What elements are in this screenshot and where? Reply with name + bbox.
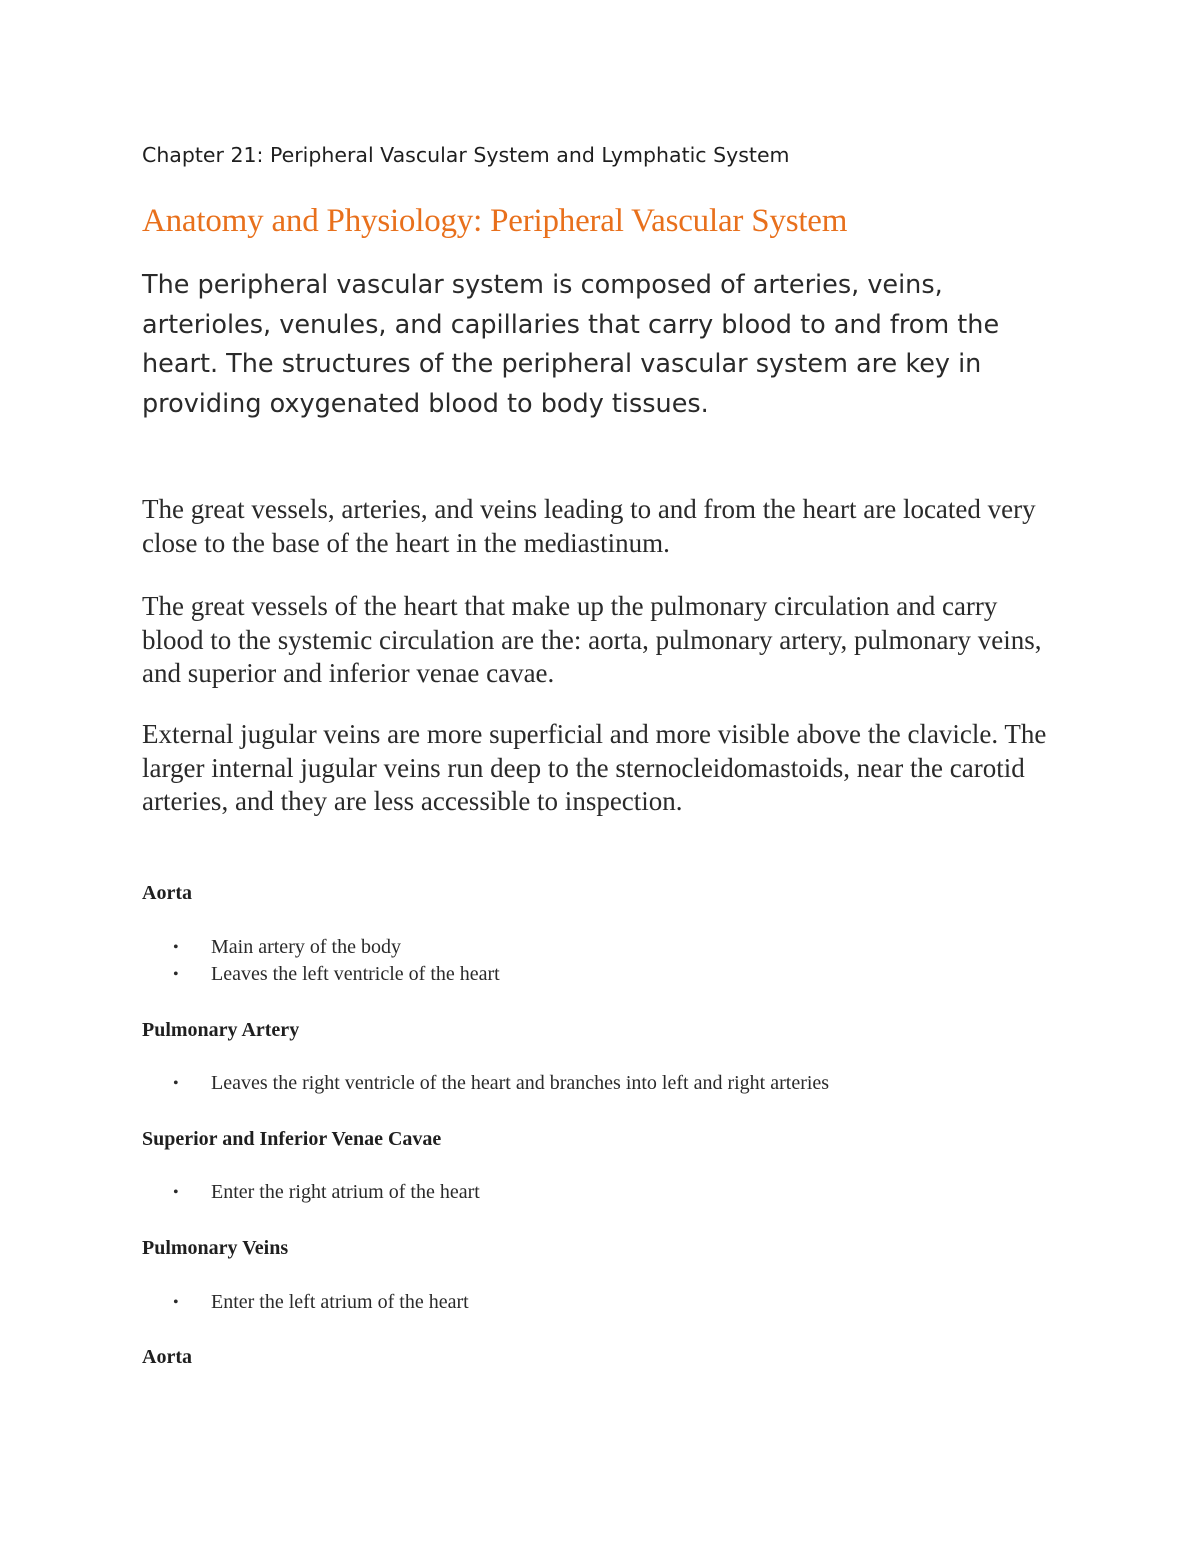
- paragraph-great-vessels-list: The great vessels of the heart that make up the pulmonary circulation and carry blood to the systemic circulation are the: aorta, pulmonary artery, pulmonary veins, and superior and inferior venae cavae.: [142, 591, 1042, 688]
- bullet-list-venae-cavae: [142, 1179, 480, 1206]
- bullet-icon: •: [173, 1075, 179, 1092]
- bullet-list-pulmonary-veins: [142, 1289, 469, 1316]
- paragraph-jugular-veins: External jugular veins are more superficial and more visible above the clavicle. The larger internal jugular veins run deep to the sternocleidomastoids, near the carotid arteries, and they are less accessible to inspection.: [142, 719, 1047, 816]
- term-heading-aorta: Aorta: [142, 882, 192, 904]
- chapter-title: Chapter 21: Peripheral Vascular System and Lymphatic System: [142, 143, 790, 167]
- bullet-icon: •: [173, 1184, 179, 1201]
- list-item-text: Main artery of the body: [211, 936, 401, 958]
- term-heading-pulmonary-veins: Pulmonary Veins: [142, 1237, 289, 1259]
- bullet-list-aorta: [142, 934, 500, 988]
- term-heading-aorta-2: Aorta: [142, 1346, 192, 1368]
- list-item-text: Leaves the left ventricle of the heart: [211, 963, 500, 985]
- bullet-list-pulmonary-artery: [142, 1070, 829, 1097]
- bullet-icon: •: [173, 939, 179, 956]
- list-item: [142, 1070, 829, 1097]
- term-heading-pulmonary-artery: Pulmonary Artery: [142, 1019, 300, 1041]
- bullet-icon: •: [173, 1294, 179, 1311]
- list-item: [142, 961, 500, 988]
- bullet-icon: •: [173, 966, 179, 983]
- list-item: [142, 934, 500, 961]
- term-heading-venae-cavae: Superior and Inferior Venae Cavae: [142, 1128, 442, 1150]
- paragraph-great-vessels-location: The great vessels, arteries, and veins leading to and from the heart are located very close to the base of the heart in the mediastinum.: [142, 494, 1036, 558]
- list-item: [142, 1289, 469, 1316]
- list-item: [142, 1179, 480, 1206]
- list-item-text: Enter the right atrium of the heart: [211, 1181, 480, 1203]
- list-item-text: Leaves the right ventricle of the heart and branches into left and right arteries: [211, 1072, 830, 1094]
- section-heading: Anatomy and Physiology: Peripheral Vascular System: [142, 203, 848, 239]
- list-item-text: Enter the left atrium of the heart: [211, 1291, 469, 1313]
- intro-paragraph: The peripheral vascular system is composed of arteries, veins, arterioles, venules, and capillaries that carry blood to and from the heart. The structures of the peripheral vascular system are key in providing oxygenated blood to body tissues.: [142, 270, 1000, 419]
